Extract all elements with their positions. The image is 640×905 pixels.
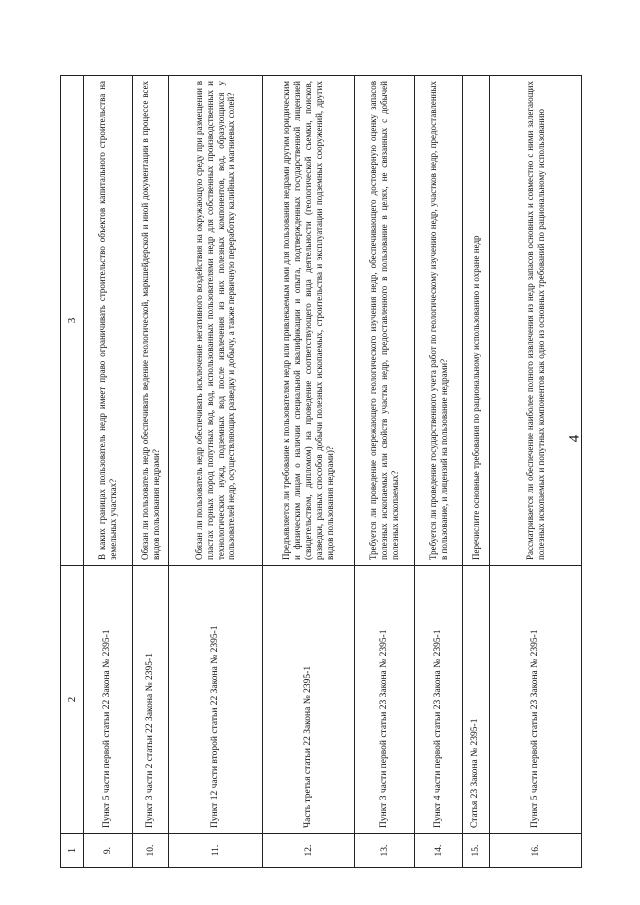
- law-reference: Статья 23 Закона № 2395-1: [463, 566, 490, 834]
- table-header-row: [61, 76, 84, 868]
- table-row: [490, 76, 582, 868]
- header-col-3: 3: [61, 76, 84, 566]
- row-number: 14.: [415, 834, 463, 868]
- row-number: 10.: [133, 834, 169, 868]
- row-number: 11.: [169, 834, 263, 868]
- question-text: Обязан ли пользователь недр обеспечивать исключение негативного воздействия на окружающую среду при размещении в пластах горных пород попутных вод, вод, использованных пользователями недр для собственных производственных и технологических нужд, подземных вод после извлечения из них полезных компонентов, вод, образующихся у пользователей недр, осуществляющих разведку и добычу, а также первичную переработку калийных и магниевых солей?: [169, 76, 263, 566]
- law-reference: Пункт 3 части первой статьи 23 Закона № 2395-1: [355, 566, 415, 834]
- law-reference: Пункт 4 части первой статьи 23 Закона № 2395-1: [415, 566, 463, 834]
- questions-table: [60, 75, 582, 868]
- question-text: Рассматривается ли обеспечение наиболее полного извлечения из недр запасов основных и совместно с ними залегающих полезных ископаемых и попутных компонентов как одно из основных требований по рациональному использованию: [490, 76, 582, 566]
- row-number: 12.: [263, 834, 355, 868]
- table-row: [84, 76, 133, 868]
- question-text: Перечислите основные требования по рациональному использованию и охране недр: [463, 76, 490, 566]
- question-text: Требуется ли проведение государственного учета работ по геологическому изучению недр, участков недр, предоставленных в пользование, и лицензий на пользование недрами?: [415, 76, 463, 566]
- law-reference: Пункт 3 части 2 статьи 22 Закона № 2395-1: [133, 566, 169, 834]
- row-number: 13.: [355, 834, 415, 868]
- header-col-2: 2: [61, 566, 84, 834]
- header-col-1: 1: [61, 834, 84, 868]
- law-reference: Пункт 5 части первой статьи 23 Закона № 2395-1: [490, 566, 582, 834]
- table-row: [169, 76, 263, 868]
- table-row: [355, 76, 415, 868]
- law-reference: Часть третья статьи 22 Закона № 2395-1: [263, 566, 355, 834]
- row-number: 9.: [84, 834, 133, 868]
- table-row: [463, 76, 490, 868]
- question-text: Требуется ли проведение опережающего геологического изучения недр, обеспечивающего достоверную оценку запасов полезных ископаемых или свойств участка недр, предоставленного в пользование в целях, не связанных с добычей полезных ископаемых?: [355, 76, 415, 566]
- table-row: [133, 76, 169, 868]
- table-row: [415, 76, 463, 868]
- row-number: 16.: [490, 834, 582, 868]
- table-container: [60, 76, 580, 868]
- page-number: 4: [566, 434, 583, 443]
- question-text: Обязан ли пользователь недр обеспечивать ведение геологической, маркшейдерской и иной документации в процессе всех видов пользования недрами?: [133, 76, 169, 566]
- law-reference: Пункт 5 части первой статьи 22 Закона № 2395-1: [84, 566, 133, 834]
- table-row: [263, 76, 355, 868]
- row-number: 15.: [463, 834, 490, 868]
- question-text: Предъявляется ли требование к пользователям недр или привлекаемым ими для пользования недрами другим юридическим и физическим лицам о наличии специальной квалификации и опыта, подтвержденных государственной лицензией (свидетельством, дипломом) на проведение соответствующего вида деятельности (геологической съемки, поисков, разведки, разных способов добычи полезных ископаемых, строительства и эксплуатации подземных сооружений, других видов пользования недрами)?: [263, 76, 355, 566]
- question-text: В каких границах пользователь недр имеет право ограничивать строительство объектов капитального строительства на земельных участках?: [84, 76, 133, 566]
- law-reference: Пункт 12 части второй статьи 22 Закона № 2395-1: [169, 566, 263, 834]
